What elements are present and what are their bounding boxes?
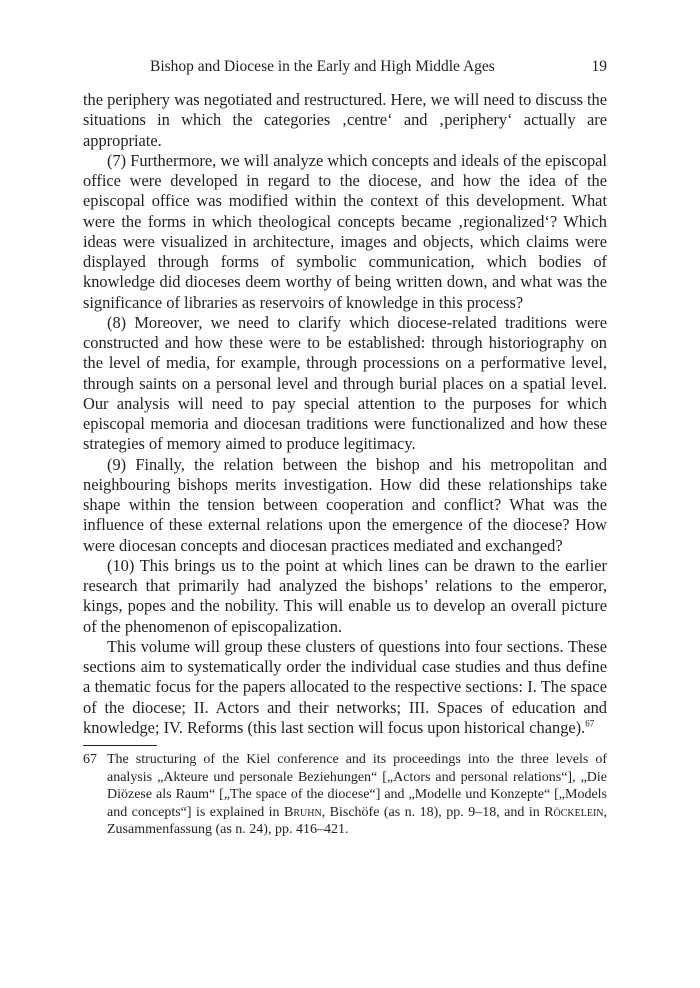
footnote-number: 67 — [83, 752, 97, 767]
page-number: 19 — [591, 58, 607, 75]
paragraph-7: (7) Furthermore, we will analyze which concepts and ideals of the episcopal office were developed in regard to the diocese, and how the idea of the episcopal office was modified within the context of this development. What were the forms in which theological concepts became ‚regionalized‘? Which ideas were visualized in architecture, images and objects, which claims were displayed through forms of symbolic communication, which bodies of knowledge did dioceses deem worthy of being written down, and what was the significance of libraries as reservoirs of knowledge in this process? — [83, 150, 607, 312]
footnotes — [83, 751, 607, 839]
running-title: Bishop and Diocese in the Early and High Middle Ages — [150, 58, 495, 75]
page-header — [83, 58, 607, 80]
footnote-author-bruhn: Bruhn — [284, 804, 322, 820]
footnote-divider — [83, 745, 157, 746]
paragraph-continuation: the periphery was negotiated and restructured. Here, we will need to discuss the situations in which the categories ‚centre‘ and ‚periphery‘ actually are appropriate. — [83, 90, 607, 150]
footnote-author-rockelein: Röckelein — [544, 804, 604, 820]
footnote-reference-67[interactable]: 67 — [585, 718, 595, 729]
paragraph-sections-overview — [83, 637, 607, 738]
paragraph-sections-text: This volume will group these clusters of questions into four sections. These sections aim to systematically order the individual case studies and thus define a thematic focus for the papers allocated to the respective sections: I. The space of the diocese; II. Actors and their networks; III. Spaces of education and knowledge; IV. Reforms (this last section will focus upon historical change). — [83, 636, 607, 737]
paragraph-9: (9) Finally, the relation between the bishop and his metropolitan and neighbouring bishops merits investigation. How did these relationships take shape within the tension between cooperation and conflict? What was the influence of these external relations upon the emergence of the diocese? How were diocesan concepts and diocesan practices mediated and exchanged? — [83, 454, 607, 555]
paragraph-8: (8) Moreover, we need to clarify which diocese-related traditions were constructed and how these were to be established: through historiography on the level of media, for example, through processions on a performative level, through saints on a personal level and through burial places on a spatial level. Our analysis will need to pay special attention to the purposes for which episcopal memoria and diocesan traditions were functionalized and how these strategies of memory aimed to produce legitimacy. — [83, 312, 607, 454]
footnote-67 — [83, 751, 607, 839]
paragraph-10: (10) This brings us to the point at which lines can be drawn to the earlier research that primarily had analyzed the bishops’ relations to the emperor, kings, popes and the nobility. This will enable us to develop an overall picture of the phenomenon of episcopalization. — [83, 555, 607, 636]
footnote-text-part-1: The structuring of the Kiel conference and its proceedings into the three levels of analysis „Akteure und personale Beziehungen“ [„Actors and personal relations“], „Die Diözese als Raum“ [„The space of the diocese“] and „Modelle und Konzepte“ [„Models and concepts“] is explained in — [107, 752, 607, 820]
footnote-text-part-2: , Bischöfe (as n. 18), pp. 9–18, and in — [321, 804, 545, 820]
body-text — [83, 90, 607, 738]
footnote-text-part-3: , Zusammenfassung (as n. 24), pp. 416–421. — [107, 804, 608, 838]
